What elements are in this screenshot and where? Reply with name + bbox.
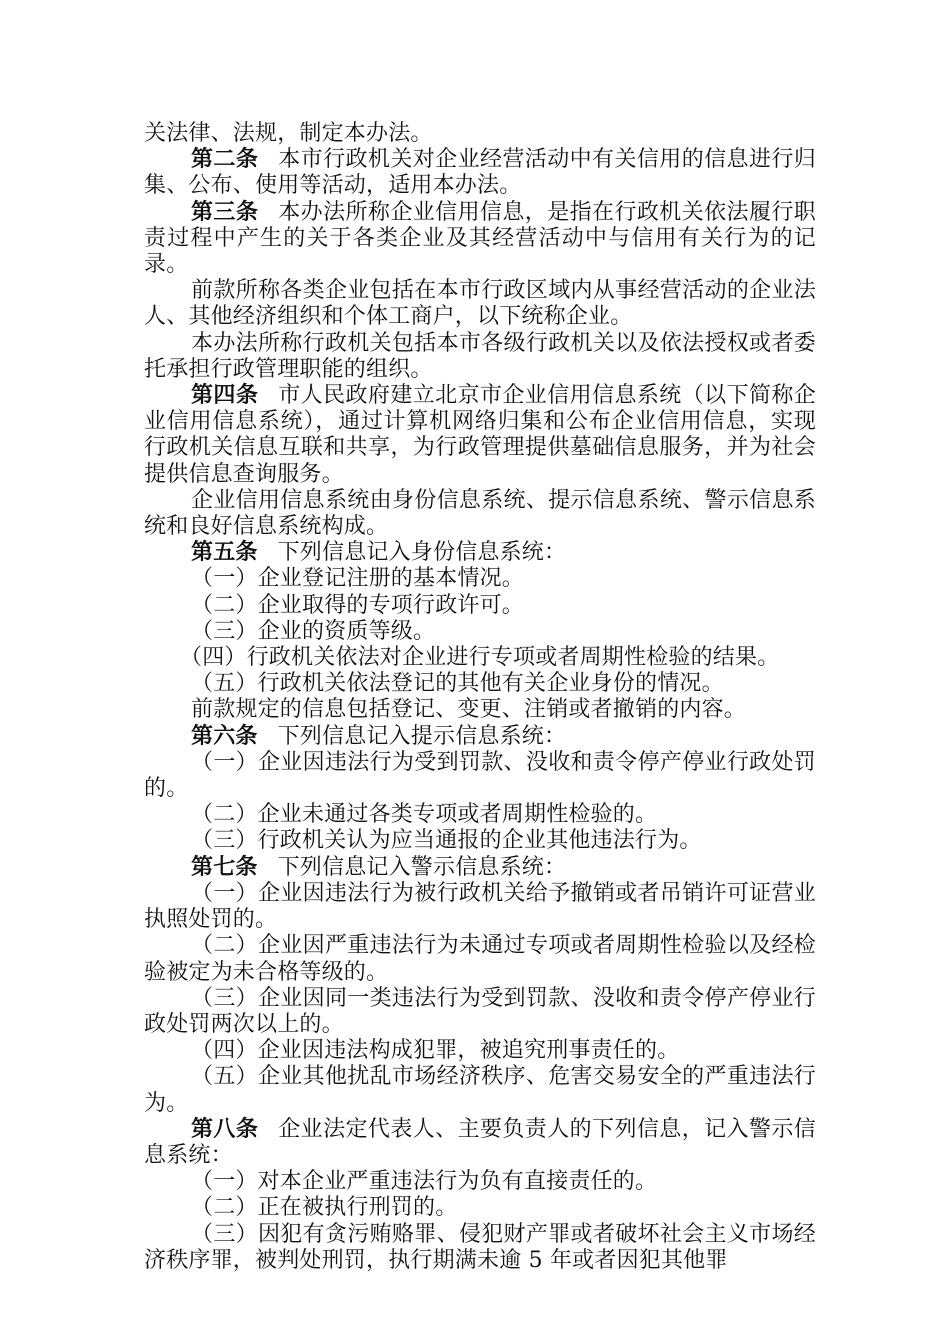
article-paragraph [144,855,816,881]
paragraph-text: 前款规定的信息包括登记、变更、注销或者撤销的内容。 [191,697,747,723]
article-paragraph [144,1117,816,1169]
paragraph-text: 下列信息记入警示信息系统： [277,854,567,880]
body-paragraph [144,1195,816,1221]
body-paragraph [144,1169,816,1195]
paragraph-text: 下列信息记入提示信息系统： [277,723,567,749]
body-paragraph [144,488,816,540]
body-paragraph [144,121,816,147]
paragraph-text: （三）企业的资质等级。 [191,618,436,644]
paragraph-text: （三）行政机关认为应当通报的企业其他违法行为。 [191,828,702,854]
paragraph-text: （二）企业因严重违法行为未通过专项或者周期性检验以及经检验被定为未合格等级的。 [144,933,816,985]
body-paragraph [144,645,816,671]
article-paragraph [144,540,816,566]
body-paragraph [144,881,816,933]
paragraph-text: 本市行政机关对企业经营活动中有关信用的信息进行归集、公布、使用等活动，适用本办法。 [144,147,816,199]
paragraph-text: （二）正在被执行刑罚的。 [191,1195,458,1221]
paragraph-text: （五）行政机关依法登记的其他有关企业身份的情况。 [191,671,724,697]
paragraph-text: （一）企业因违法行为被行政机关给予撤销或者吊销许可证营业执照处罚的。 [144,880,816,933]
article-heading: 第三条 [191,199,259,225]
paragraph-text: 关法律、法规，制定本办法。 [144,121,433,146]
article-paragraph [144,724,816,750]
article-heading: 第二条 [191,147,259,173]
paragraph-text: 前款所称各类企业包括在本市行政区域内从事经营活动的企业法人、其他经济组织和个体工商户，以下统称企业。 [144,278,816,330]
body-paragraph [144,619,816,645]
body-paragraph [144,828,816,854]
paragraph-text: 本办法所称行政机关包括本市各级行政机关以及依法授权或者委托承担行政管理职能的组织。 [144,330,816,382]
article-heading: 第六条 [191,723,258,749]
body-paragraph [144,278,816,330]
body-paragraph [144,697,816,723]
body-paragraph [144,933,816,985]
paragraph-text: 企业信用信息系统由身份信息系统、提示信息系统、警示信息系统和良好信息系统构成。 [144,487,816,540]
document-body [144,121,816,1274]
article-heading: 第五条 [191,540,258,566]
paragraph-text: 企业法定代表人、主要负责人的下列信息，记入警示信息系统： [144,1116,816,1168]
article-heading: 第八条 [191,1116,259,1142]
body-paragraph [144,1064,816,1116]
body-paragraph [144,986,816,1038]
paragraph-text: （一）对本企业严重违法行为负有直接责任的。 [191,1169,658,1195]
paragraph-text: （三）企业因同一类违法行为受到罚款、没收和责令停产停业行政处罚两次以上的。 [144,985,816,1037]
body-paragraph [144,671,816,697]
paragraph-text: 市人民政府建立北京市企业信用信息系统（以下简称企业信用信息系统），通过计算机网络归集和公布企业信用信息，实现行政机关信息互联和共享，为行政管理提供墓础信息服务，并为社会提供信息查询服务。 [144,383,816,487]
paragraph-text: （五）企业其他扰乱市场经济秩序、危害交易安全的严重违法行为。 [144,1064,816,1116]
body-paragraph [144,1222,816,1274]
body-paragraph [144,1038,816,1064]
paragraph-text: （二）企业取得的专项行政许可。 [191,592,525,618]
body-paragraph [144,331,816,383]
body-paragraph [144,750,816,802]
paragraph-text: （三）因犯有贪污贿赂罪、侵犯财产罪或者破坏社会主义市场经济秩序罪，被判处刑罚，执行期满未逾 5 年或者因犯其他罪 [144,1221,816,1273]
body-paragraph [144,802,816,828]
article-heading: 第四条 [191,383,259,409]
paragraph-text: 下列信息记入身份信息系统： [277,540,567,566]
paragraph-text: （一）企业因违法行为受到罚款、没收和责令停产停业行政处罚的。 [144,749,816,802]
paragraph-text: （一）企业登记注册的基本情况。 [191,566,525,592]
body-paragraph [144,593,816,619]
paragraph-text: （四）行政机关依法对企业进行专项或者周期性检验的结果。 [180,645,780,671]
article-paragraph [144,200,816,279]
paragraph-text: 本办法所称企业信用信息，是指在行政机关依法履行职责过程中产生的关于各类企业及其经营活动中与信用有关行为的记录。 [144,199,816,278]
paragraph-text: （四）企业因违法构成犯罪，被追究刑事责任的。 [191,1038,680,1064]
paragraph-text: （二）企业未通过各类专项或者周期性检验的。 [191,802,658,828]
body-paragraph [144,566,816,592]
article-paragraph [144,147,816,199]
article-heading: 第七条 [191,854,258,880]
article-paragraph [144,383,816,488]
